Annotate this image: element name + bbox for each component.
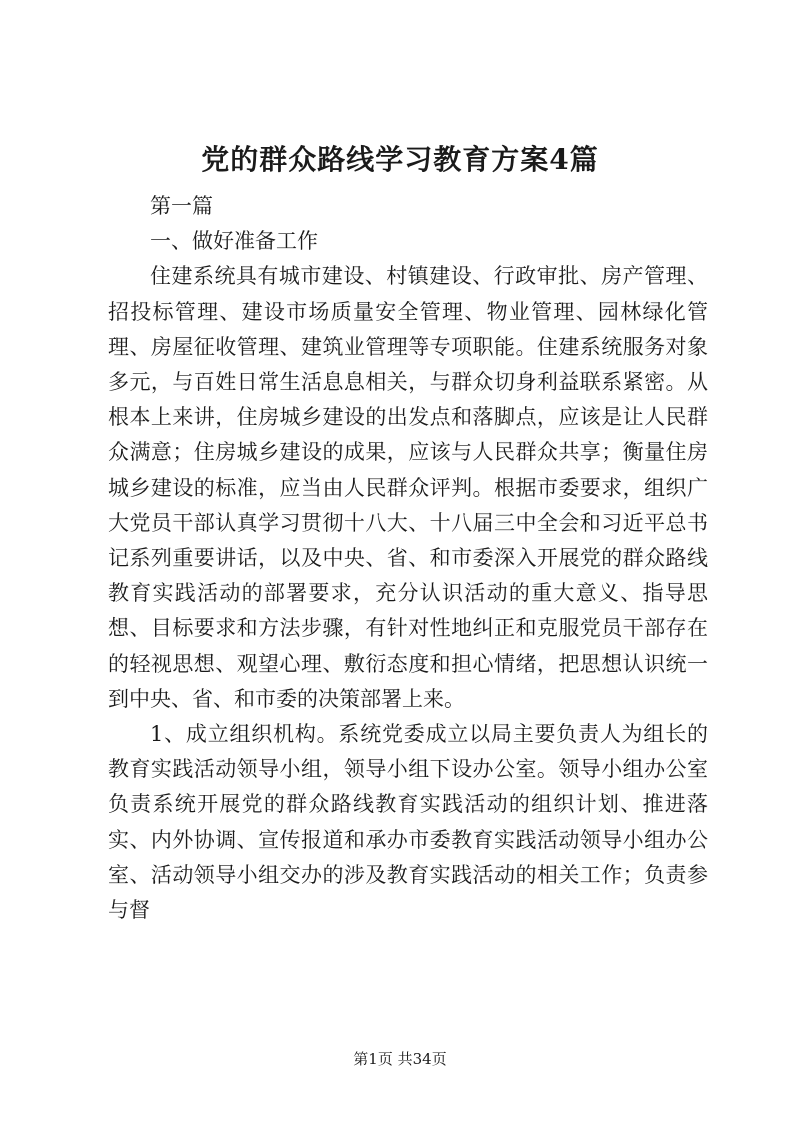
body-paragraph: 住建系统具有城市建设、村镇建设、行政审批、房产管理、招投标管理、建设市场质量安全管理、物业管理、园林绿化管理、房屋征收管理、建筑业管理等专项职能。住建系统服务对象多元，与百姓日常生活息息相关，与群众切身利益联系紧密。从根本上来讲，住房城乡建设的出发点和落脚点，应该是让人民群众满意；住房城乡建设的成果，应该与人民群众共享；衡量住房城乡建设的标准，应当由人民群众评判。根据市委要求，组织广大党员干部认真学习贯彻十八大、十八届三中全会和习近平总书记系列重要讲话，以及中央、省、和市委深入开展党的群众路线教育实践活动的部署要求，充分认识活动的重大意义、指导思想、目标要求和方法步骤，有针对性地纠正和克服党员干部存在的轻视思想、观望心理、敷衍态度和担心情绪，把思想认识统一到中央、省、和市委的决策部署上来。 <box>108 264 708 711</box>
section-heading: 第一篇 <box>150 194 213 218</box>
body-paragraph: 1、成立组织机构。系统党委成立以局主要负责人为组长的教育实践活动领导小组，领导小组下设办公室。领导小组办公室负责系统开展党的群众路线教育实践活动的组织计划、推进落实、内外协调、宣传报道和承办市委教育实践活动领导小组办公室、活动领导小组交办的涉及教育实践活动的相关工作；负责参与督 <box>108 722 708 923</box>
subsection-heading: 一、做好准备工作 <box>150 229 318 254</box>
document-title: 党的群众路线学习教育方案4篇 <box>201 143 599 176</box>
document-body <box>108 189 708 928</box>
page-number-footer: 第1页 共34页 <box>353 1050 447 1068</box>
